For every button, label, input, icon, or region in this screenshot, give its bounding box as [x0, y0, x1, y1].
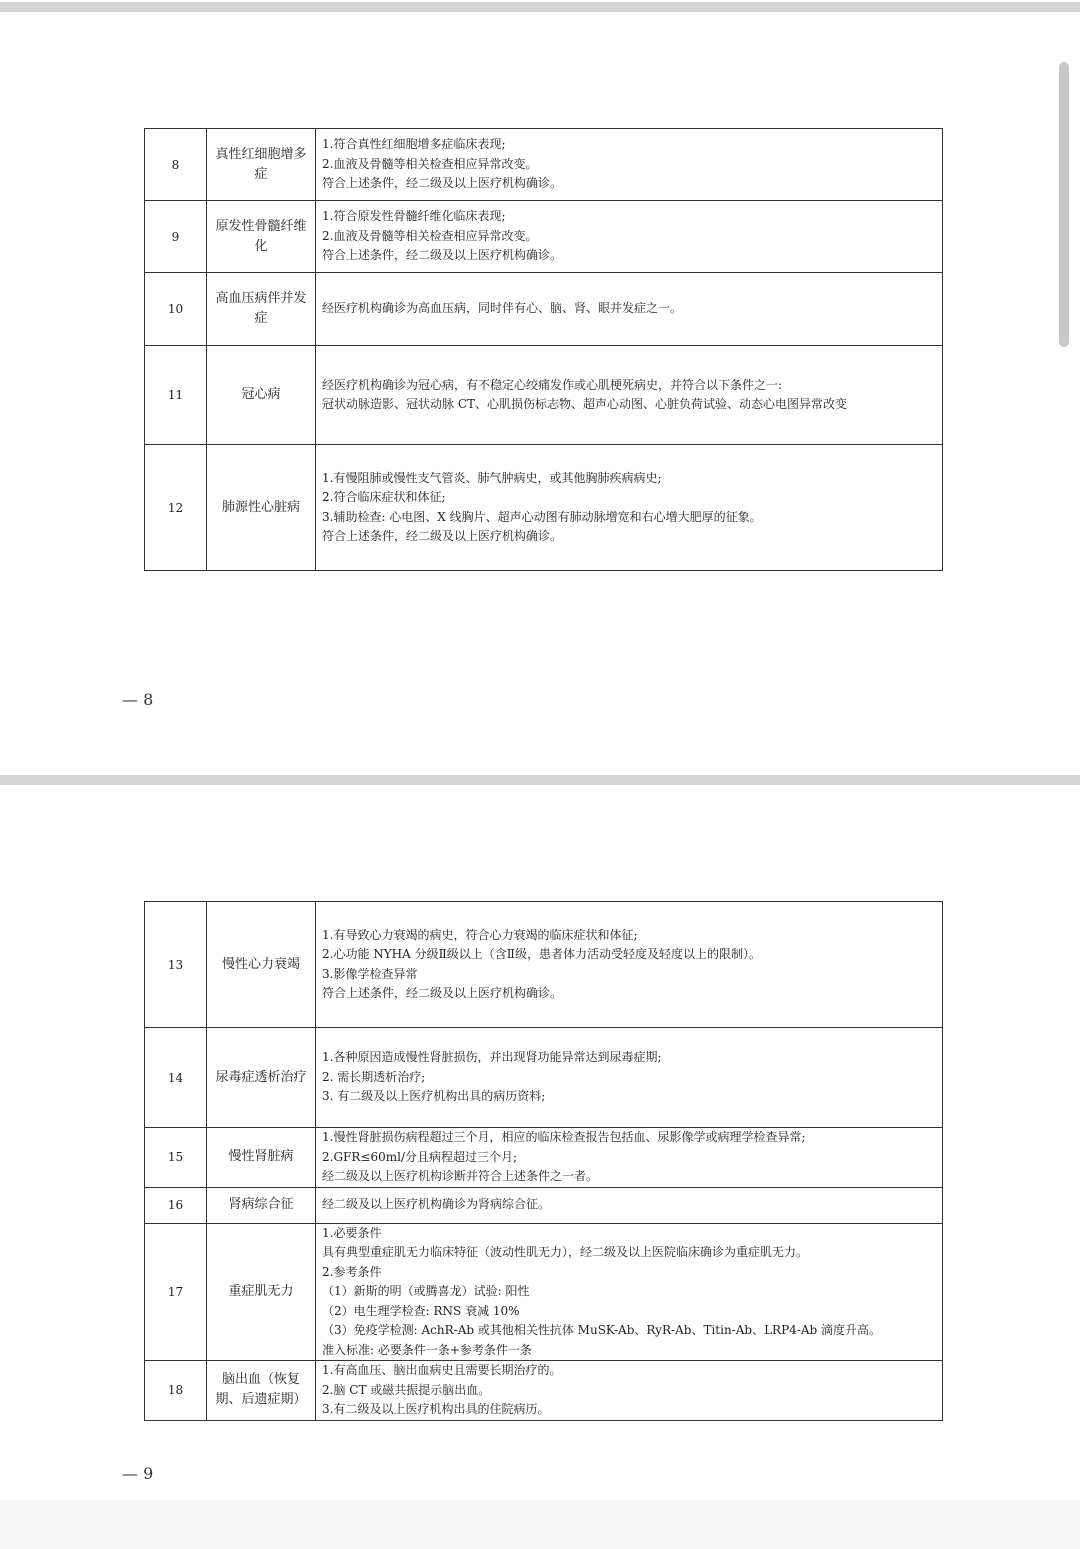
page-bottom-area — [0, 1500, 1080, 1549]
criteria-cell — [316, 201, 943, 273]
criteria-cell — [316, 1028, 943, 1128]
criteria-line: 2.心功能 NYHA 分级Ⅱ级以上（含Ⅱ级，患者体力活动受轻度及轻度以上的限制）。 — [322, 947, 761, 961]
criteria-cell — [316, 1223, 943, 1361]
criteria-line: 经二级及以上医疗机构诊断并符合上述条件之一者。 — [322, 1169, 599, 1183]
criteria-line: 符合上述条件，经二级及以上医疗机构确诊。 — [322, 176, 563, 191]
disease-name: 慢性肾脏病 — [207, 1128, 316, 1188]
table-row — [145, 346, 943, 445]
disease-name: 重症肌无力 — [207, 1223, 316, 1361]
table-row — [145, 1223, 943, 1361]
criteria-line: 准入标准: 必要条件一条+参考条件一条 — [322, 1342, 532, 1357]
disease-name: 脑出血（恢复期、后遗症期） — [207, 1361, 316, 1421]
criteria-line: 1.有导致心力衰竭的病史，符合心力衰竭的临床症状和体征; — [322, 927, 638, 942]
criteria-cell — [316, 1128, 943, 1188]
row-number: 13 — [145, 902, 207, 1028]
criteria-line: 符合上述条件，经二级及以上医疗机构确诊。 — [322, 529, 563, 543]
disease-name: 高血压病伴并发症 — [207, 273, 316, 346]
table-row — [145, 273, 943, 346]
criteria-line: 经医疗机构确诊为高血压病，同时伴有心、脑、肾、眼并发症之一。 — [322, 301, 683, 316]
table-row — [145, 1361, 943, 1421]
criteria-cell — [316, 445, 943, 571]
row-number: 9 — [145, 201, 207, 273]
criteria-line: 3.有二级及以上医疗机构出具的住院病历。 — [322, 1402, 550, 1416]
criteria-line: 3.辅助检查: 心电图、X 线胸片、超声心动图有肺动脉增宽和右心增大肥厚的征象。 — [322, 509, 762, 524]
criteria-line: 2.符合临床症状和体征; — [322, 490, 446, 504]
row-number: 8 — [145, 129, 207, 201]
criteria-line: 1.符合真性红细胞增多症临床表现; — [322, 137, 506, 152]
criteria-line: 2.血液及骨髓等相关检查相应异常改变。 — [322, 228, 538, 243]
row-number: 10 — [145, 273, 207, 346]
criteria-line: 具有典型重症肌无力临床特征（波动性肌无力），经二级及以上医院临床确诊为重症肌无力。 — [322, 1245, 809, 1259]
criteria-line: 符合上述条件，经二级及以上医疗机构确诊。 — [322, 248, 563, 263]
criteria-line: （1）新斯的明（或腾喜龙）试验: 阳性 — [322, 1284, 530, 1298]
criteria-line: 经医疗机构确诊为冠心病，有不稳定心绞痛发作或心肌梗死病史，并符合以下条件之一: — [322, 377, 783, 392]
page-separator — [0, 775, 1080, 785]
page-separator-top — [0, 2, 1080, 12]
criteria-line: 3. 有二级及以上医疗机构出具的病历资料; — [322, 1089, 546, 1104]
criteria-line: 3.影像学检查异常 — [322, 966, 418, 981]
criteria-cell — [316, 129, 943, 201]
row-number: 12 — [145, 445, 207, 571]
criteria-line: （2）电生理学检查: RNS 衰减 10% — [322, 1303, 520, 1318]
criteria-line: 1.各种原因造成慢性肾脏损伤，并出现肾功能异常达到尿毒症期; — [322, 1050, 662, 1065]
page-number: — 8 — [122, 690, 154, 709]
table-row — [145, 902, 943, 1028]
criteria-cell — [316, 346, 943, 445]
criteria-line: 2. 需长期透析治疗; — [322, 1069, 426, 1084]
criteria-cell — [316, 1361, 943, 1421]
table-row — [145, 445, 943, 571]
row-number: 17 — [145, 1223, 207, 1361]
disease-name: 原发性骨髓纤维化 — [207, 201, 316, 273]
criteria-line: 1.有慢阻肺或慢性支气管炎、肺气肿病史，或其他胸肺疾病病史; — [322, 470, 662, 485]
disease-name: 真性红细胞增多症 — [207, 129, 316, 201]
disease-name: 肾病综合征 — [207, 1187, 316, 1223]
criteria-line: 1.有高血压、脑出血病史且需要长期治疗的。 — [322, 1363, 562, 1377]
row-number: 16 — [145, 1187, 207, 1223]
criteria-line: 2.血液及骨髓等相关检查相应异常改变。 — [322, 156, 538, 171]
disease-table-page-9 — [144, 901, 943, 1421]
row-number: 11 — [145, 346, 207, 445]
criteria-line: 2.参考条件 — [322, 1264, 382, 1279]
scrollbar-thumb[interactable] — [1059, 62, 1069, 347]
row-number: 18 — [145, 1361, 207, 1421]
table-row — [145, 1028, 943, 1128]
criteria-cell — [316, 1187, 943, 1223]
criteria-line: （3）免疫学检测: AchR-Ab 或其他相关性抗体 MuSK-Ab、RyR-Ab、Titin-Ab、LRP4-Ab 滴度升高。 — [322, 1323, 882, 1337]
criteria-line: 1.必要条件 — [322, 1225, 382, 1240]
criteria-line: 经二级及以上医疗机构确诊为肾病综合征。 — [322, 1197, 551, 1212]
criteria-line: 冠状动脉造影、冠状动脉 CT、心肌损伤标志物、超声心动图、心脏负荷试验、动态心电图异常改变 — [322, 397, 848, 411]
criteria-line: 2.脑 CT 或磁共振提示脑出血。 — [322, 1382, 491, 1397]
criteria-line: 1.符合原发性骨髓纤维化临床表现; — [322, 209, 506, 224]
disease-name: 慢性心力衰竭 — [207, 902, 316, 1028]
row-number: 14 — [145, 1028, 207, 1128]
disease-table-page-8 — [144, 128, 943, 571]
criteria-line: 2.GFR≤60ml/分且病程超过三个月; — [322, 1149, 518, 1164]
criteria-cell — [316, 273, 943, 346]
table-row — [145, 201, 943, 273]
table-row — [145, 129, 943, 201]
disease-name: 冠心病 — [207, 346, 316, 445]
table-row — [145, 1128, 943, 1188]
table-row — [145, 1187, 943, 1223]
row-number: 15 — [145, 1128, 207, 1188]
disease-name: 肺源性心脏病 — [207, 445, 316, 571]
criteria-line: 符合上述条件，经二级及以上医疗机构确诊。 — [322, 986, 563, 1000]
criteria-line: 1.慢性肾脏损伤病程超过三个月，相应的临床检查报告包括血、尿影像学或病理学检查异常; — [322, 1130, 806, 1144]
disease-name: 尿毒症透析治疗 — [207, 1028, 316, 1128]
criteria-cell — [316, 902, 943, 1028]
page-number: — 9 — [122, 1464, 154, 1483]
